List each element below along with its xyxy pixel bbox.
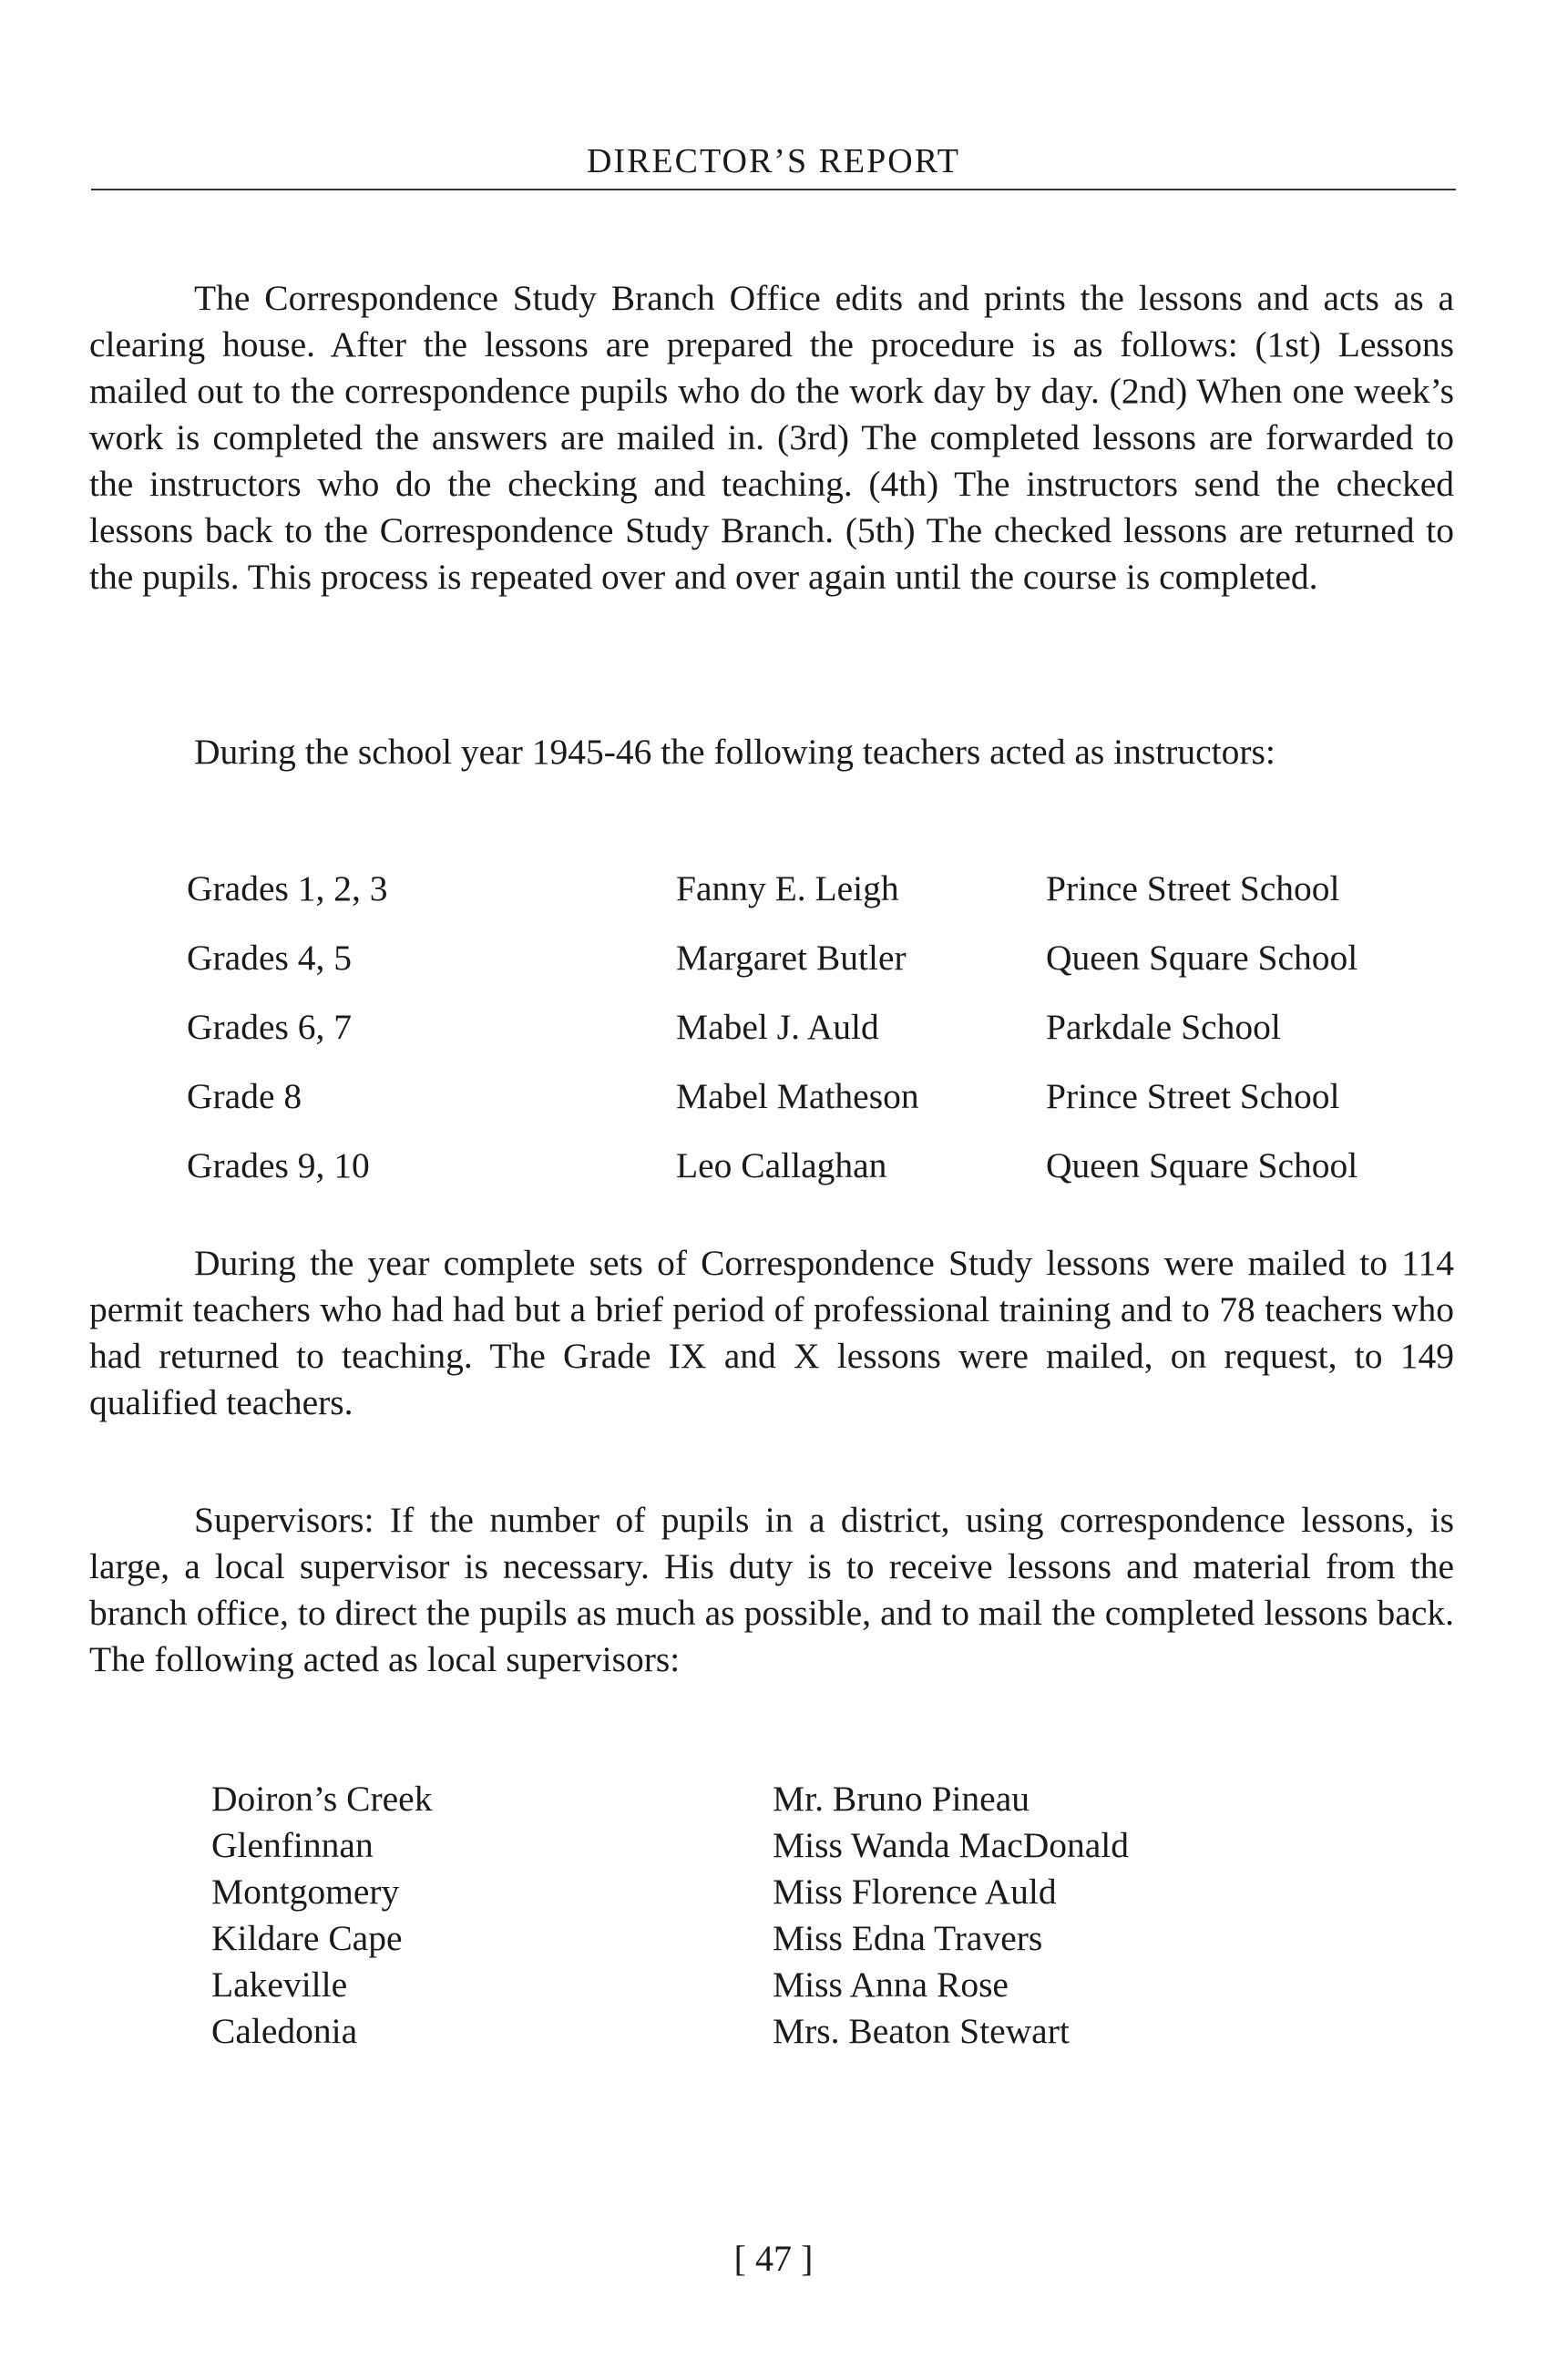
instructor-grades: Grades 6, 7 <box>187 1007 352 1047</box>
paragraph-supervisors: Supervisors: If the number of pupils in a district, using correspondence lessons, is large, a local supervisor is necessary. His duty is to receive lessons and material from the branch office, to direct the pupils as much as possible, and to mail the completed lessons back. The following acted as local supervisors: <box>89 1500 1454 1679</box>
instructor-row <box>0 1006 1547 1075</box>
instructor-teacher: Leo Callaghan <box>676 1145 887 1185</box>
supervisor-district: Glenfinnan <box>211 1825 374 1865</box>
supervisor-district: Lakeville <box>211 1965 348 2005</box>
instructor-row <box>0 937 1547 1006</box>
instructor-grades: Grades 9, 10 <box>187 1145 370 1185</box>
instructor-grades: Grades 1, 2, 3 <box>187 868 388 908</box>
paragraph-procedure: The Correspondence Study Branch Office edits and prints the lessons and acts as a clearing house. After the lessons are prepared the procedure is as follows: (1st) Lessons mailed out to the correspondence pupils who do the work day by day. (2nd) When one week’s work is completed the answers are mailed in. (3rd) The completed lessons are forwarded to the instructors who do the checking and teaching. (4th) The instructors send the checked lessons back to the Correspondence Study Branch. (5th) The checked lessons are returned to the pupils. This process is repeated over and over again until the course is completed. <box>89 278 1454 597</box>
instructor-school: Queen Square School <box>1046 938 1358 978</box>
instructor-teacher: Mabel Matheson <box>676 1076 919 1116</box>
header-rule <box>91 189 1456 190</box>
instructor-row <box>0 1075 1547 1144</box>
instructor-grades: Grade 8 <box>187 1076 302 1116</box>
supervisor-district: Caledonia <box>211 2011 358 2051</box>
instructor-grades: Grades 4, 5 <box>187 938 352 978</box>
supervisor-row <box>0 1917 1547 1964</box>
supervisor-row <box>0 1871 1547 1917</box>
instructor-school: Queen Square School <box>1046 1145 1358 1185</box>
supervisor-district: Doiron’s Creek <box>211 1779 433 1819</box>
supervisor-name: Miss Edna Travers <box>773 1918 1043 1958</box>
instructor-teacher: Mabel J. Auld <box>676 1007 879 1047</box>
paragraph-lessons-mailed: During the year complete sets of Correspondence Study lessons were mailed to 114 permit teachers who had had but a brief period of professional training and to 78 teachers who had returned to teaching. The Grade IX and X lessons were mailed, on request, to 149 qualified teachers. <box>89 1243 1454 1422</box>
instructor-row <box>0 1144 1547 1214</box>
supervisor-district: Kildare Cape <box>211 1918 403 1958</box>
instructor-school: Prince Street School <box>1046 1076 1340 1116</box>
page-number: [ 47 ] <box>733 2238 814 2279</box>
instructor-teacher: Margaret Butler <box>676 938 907 978</box>
page-header: DIRECTOR’S REPORT <box>586 142 960 180</box>
supervisor-name: Miss Anna Rose <box>773 1965 1009 2005</box>
instructor-school: Prince Street School <box>1046 868 1340 908</box>
instructor-teacher: Fanny E. Leigh <box>676 868 899 908</box>
supervisor-row <box>0 1964 1547 2010</box>
instructors-table <box>0 867 1547 1214</box>
supervisor-name: Miss Florence Auld <box>773 1872 1057 1912</box>
instructor-row <box>0 867 1547 937</box>
supervisor-district: Montgomery <box>211 1872 400 1912</box>
supervisor-name: Mrs. Beaton Stewart <box>773 2011 1070 2051</box>
supervisor-row <box>0 1824 1547 1871</box>
supervisor-name: Miss Wanda MacDonald <box>773 1825 1130 1865</box>
instructor-school: Parkdale School <box>1046 1007 1281 1047</box>
paragraph-instructors-intro: During the school year 1945-46 the following teachers acted as instructors: <box>194 732 1276 772</box>
supervisor-name: Mr. Bruno Pineau <box>773 1779 1030 1819</box>
supervisors-list <box>0 1778 1547 2057</box>
supervisor-row <box>0 2010 1547 2057</box>
supervisor-row <box>0 1778 1547 1824</box>
